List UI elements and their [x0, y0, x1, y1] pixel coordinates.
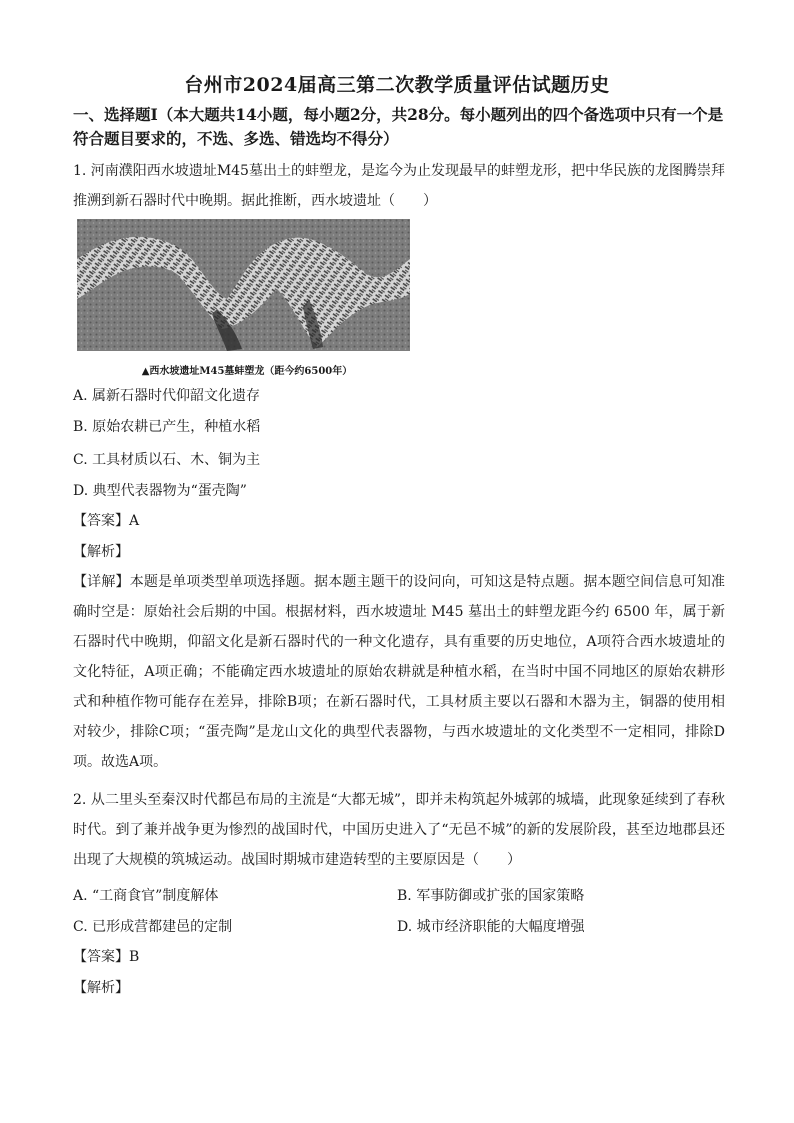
clam-shell-dragon-photo: [77, 219, 410, 351]
figure-caption: ▲西水坡遗址M45墓蚌塑龙（距今约6500年）: [141, 366, 353, 377]
q1-analysis-label: 【解析】: [73, 544, 129, 560]
question-1-stem: 1. 河南濮阳西水坡遗址M45墓出土的蚌塑龙，是迄今为止发现最早的蚌塑龙形，把中华民族的龙图腾崇拜推溯到新石器时代中晚期。据此推断，西水坡遗址（ ）: [73, 163, 725, 209]
page-title: 台州市2024届高三第二次教学质量评估试题历史: [184, 74, 610, 96]
question-2-stem: 2. 从二里头至秦汉时代都邑布局的主流是“大都无城”，即并未构筑起外城郭的城墙，此现象延续到了春秋时代。到了兼并战争更为惨烈的战国时代，中国历史进入了“无邑不城”的新的发展阶段，甚至边地郡县还出现了大规模的筑城运动。战国时期城市建造转型的主要原因是（ ）: [73, 792, 725, 868]
q1-option-d: D. 典型代表器物为“蛋壳陶”: [73, 483, 247, 499]
q1-option-b: B. 原始农耕已产生，种植水稻: [73, 419, 261, 435]
q1-detail: 【详解】本题是单项类型单项选择题。据本题主题干的设问向，可知这是特点题。据本题空间信息可知准确时空是：原始社会后期的中国。根据材料，西水坡遗址 M45 墓出土的蚌塑龙距今约 6500 年，属于新石器时代中晚期，仰韶文化是新石器时代的一种文化遗存，具有重要的历史地位，A项符合西水坡遗址的文化特征，A项正确；不能确定西水坡遗址的原始农耕就是种植水稻，在当时中国不同地区的原始农耕形式和种植作物可能存在差异，排除B项；在新石器时代，工具材质主要以石器和木器为主，铜器的使用相对较少，排除C项；“蛋壳陶”是龙山文化的典型代表器物，与西水坡遗址的文化类型不一定相同，排除D项。故选A项。: [73, 574, 725, 770]
q2-option-d: D. 城市经济职能的大幅度增强: [397, 919, 585, 935]
section-heading: 一、选择题Ⅰ（本大题共14小题，每小题2分，共28分。每小题列出的四个备选项中只有一个是符合题目要求的，不选、多选、错选均不得分）: [73, 105, 724, 148]
q2-option-c: C. 已形成营都建邑的定制: [73, 919, 233, 935]
q2-analysis-label: 【解析】: [73, 980, 129, 996]
q2-answer: 【答案】B: [73, 949, 140, 965]
q1-option-a: A. 属新石器时代仰韶文化遗存: [73, 388, 261, 404]
q1-answer: 【答案】A: [73, 513, 140, 529]
q1-option-c: C. 工具材质以石、木、铜为主: [73, 452, 261, 468]
q2-option-a: A. “工商食官”制度解体: [73, 888, 219, 904]
q2-option-b: B. 军事防御或扩张的国家策略: [397, 888, 585, 904]
